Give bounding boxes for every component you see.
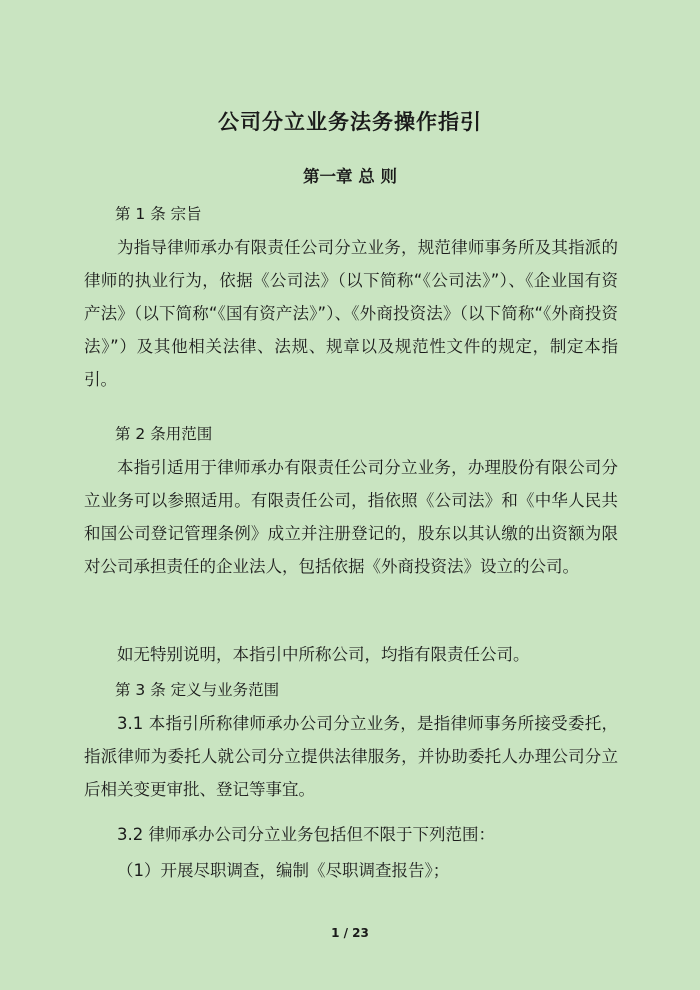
chapter-heading: 第一章 总 则: [303, 167, 397, 186]
article-2-note: 如无特别说明，本指引中所称公司，均指有限责任公司。: [117, 645, 530, 664]
article-1-heading: 第 1 条 宗旨: [115, 205, 202, 223]
article-3-2-text: 3.2 律师承办公司分立业务包括但不限于下列范围：: [117, 825, 495, 844]
article-3-1-text: 3.1 本指引所称律师承办公司分立业务，是指律师事务所接受委托，指派律师为委托人就公司分立提供法律服务，并协助委托人办理公司分立后相关变更审批、登记等事宜。: [84, 714, 618, 799]
article-3-heading: 第 3 条 定义与业务范围: [115, 681, 280, 699]
article-2-text: 本指引适用于律师承办有限责任公司分立业务，办理股份有限公司分立业务可以参照适用。有限责任公司，指依照《公司法》和《中华人民共和国公司登记管理条例》成立并注册登记的，股东以其认缴的出资额为限对公司承担责任的企业法人，包括依据《外商投资法》设立的公司。: [84, 458, 618, 576]
list-item-1: （1）开展尽职调查，编制《尽职调查报告》；: [117, 861, 450, 880]
article-2-heading: 第 2 条用范围: [115, 425, 213, 443]
article-1-text: 为指导律师承办有限责任公司分立业务，规范律师事务所及其指派的律师的执业行为，依据《公司法》（以下简称“《公司法》”）、《企业国有资产法》（以下简称“《国有资产法》”）、《外商投资法》（以下简称“《外商投资法》”）及其他相关法律、法规、规章以及规范性文件的规定，制定本指引。: [84, 238, 618, 389]
page-number: 1 / 23: [331, 926, 369, 940]
document-title: 公司分立业务法务操作指引: [218, 110, 482, 134]
